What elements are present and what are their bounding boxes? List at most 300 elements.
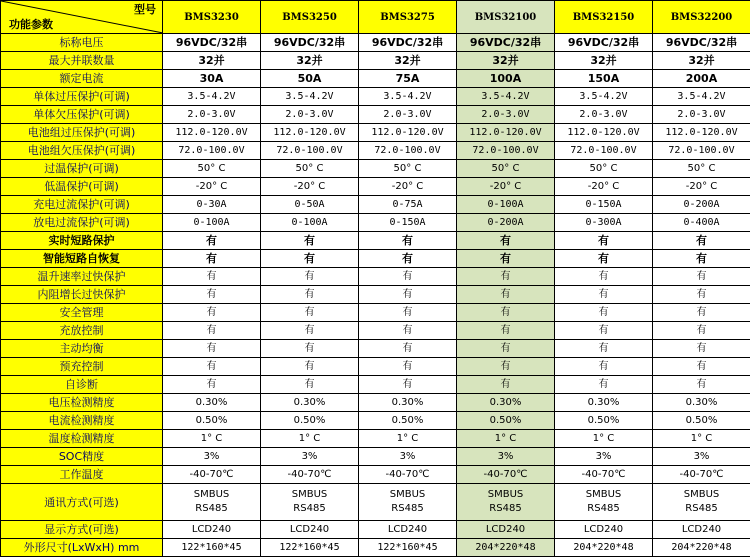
value-text: 有 <box>305 325 315 336</box>
value-cell <box>261 376 359 394</box>
value-cell <box>653 430 750 448</box>
value-text: 有 <box>500 252 511 265</box>
table-row <box>1 106 750 124</box>
value-text: 112.0-120.0V <box>665 127 737 138</box>
value-line: SMBUS <box>653 488 750 502</box>
value-line: RS485 <box>163 502 260 516</box>
value-text: 3.5-4.2V <box>579 91 627 102</box>
value-text: 有 <box>696 234 707 247</box>
value-cell <box>457 34 555 52</box>
value-text: 0.30% <box>294 397 326 408</box>
value-cell <box>261 268 359 286</box>
value-text: 0-30A <box>196 199 226 210</box>
value-cell <box>457 196 555 214</box>
value-cell <box>163 232 261 250</box>
value-cell <box>653 52 750 70</box>
value-cell <box>163 52 261 70</box>
value-cell <box>261 106 359 124</box>
value-cell <box>653 34 750 52</box>
value-cell <box>653 521 750 539</box>
value-text: 2.0-3.0V <box>187 109 235 120</box>
value-cell <box>163 88 261 106</box>
value-text: -20° C <box>294 181 326 192</box>
value-cell <box>261 124 359 142</box>
value-cell <box>457 448 555 466</box>
model-header: BMS3250 <box>261 1 359 34</box>
table-row <box>1 214 750 232</box>
value-cell <box>359 358 457 376</box>
value-text: 96VDC/32串 <box>666 36 737 49</box>
value-text: 72.0-100.0V <box>178 145 244 156</box>
value-cell <box>163 178 261 196</box>
value-text: 有 <box>305 343 315 354</box>
value-cell <box>163 340 261 358</box>
value-text: 有 <box>501 271 511 282</box>
value-text: 有 <box>501 361 511 372</box>
value-text: -20° C <box>196 181 228 192</box>
value-cell <box>653 88 750 106</box>
value-text: 50° C <box>394 163 422 174</box>
value-cell <box>653 448 750 466</box>
value-cell <box>261 322 359 340</box>
value-cell <box>359 430 457 448</box>
value-cell <box>261 142 359 160</box>
value-cell <box>359 376 457 394</box>
value-text: 3% <box>498 451 514 462</box>
value-cell <box>163 539 261 557</box>
value-text: 32并 <box>492 54 518 67</box>
value-text: 有 <box>501 307 511 318</box>
value-line: SMBUS <box>457 488 554 502</box>
value-text: -40-70℃ <box>582 469 626 480</box>
value-text: 0.50% <box>392 415 424 426</box>
value-text: 112.0-120.0V <box>175 127 247 138</box>
value-cell <box>261 394 359 412</box>
value-cell <box>359 106 457 124</box>
param-label: 自诊断 <box>1 376 163 394</box>
value-cell <box>555 124 653 142</box>
value-cell <box>457 412 555 430</box>
value-cell <box>163 142 261 160</box>
value-text: 122*160*45 <box>279 542 339 553</box>
value-text: 有 <box>305 361 315 372</box>
value-text: 0.30% <box>196 397 228 408</box>
param-label: 电流检测精度 <box>1 412 163 430</box>
value-cell <box>261 466 359 484</box>
value-cell <box>261 358 359 376</box>
table-row <box>1 232 750 250</box>
value-cell <box>457 88 555 106</box>
value-cell <box>555 322 653 340</box>
value-cell <box>359 539 457 557</box>
value-cell <box>555 214 653 232</box>
value-cell <box>163 394 261 412</box>
value-text: -40-70℃ <box>288 469 332 480</box>
param-label: 智能短路自恢复 <box>1 250 163 268</box>
value-line: RS485 <box>457 502 554 516</box>
value-cell <box>457 160 555 178</box>
value-text: 0.30% <box>392 397 424 408</box>
value-cell <box>555 232 653 250</box>
value-cell <box>261 430 359 448</box>
value-cell <box>163 250 261 268</box>
table-row <box>1 160 750 178</box>
table-row <box>1 358 750 376</box>
value-cell <box>457 124 555 142</box>
value-text: LCD240 <box>486 524 525 535</box>
value-text: 3% <box>596 451 612 462</box>
value-text: 50A <box>298 72 322 85</box>
value-text: LCD240 <box>290 524 329 535</box>
param-label: 预充控制 <box>1 358 163 376</box>
value-cell <box>653 70 750 88</box>
value-cell <box>457 214 555 232</box>
value-cell <box>359 88 457 106</box>
value-text: -40-70℃ <box>484 469 528 480</box>
param-label: 最大并联数量 <box>1 52 163 70</box>
param-label: 显示方式(可选) <box>1 521 163 539</box>
value-line: SMBUS <box>555 488 652 502</box>
value-text: 72.0-100.0V <box>570 145 636 156</box>
value-cell <box>555 106 653 124</box>
value-text: 50° C <box>688 163 716 174</box>
value-cell <box>555 340 653 358</box>
value-cell <box>555 70 653 88</box>
value-cell <box>359 250 457 268</box>
value-cell <box>555 178 653 196</box>
param-label: 充电过流保护(可调) <box>1 196 163 214</box>
value-cell <box>653 232 750 250</box>
value-cell <box>163 160 261 178</box>
table-row <box>1 250 750 268</box>
value-text: 0-150A <box>389 217 425 228</box>
param-label: 实时短路保护 <box>1 232 163 250</box>
value-cell <box>653 214 750 232</box>
value-text: -20° C <box>392 181 424 192</box>
value-text: 32并 <box>590 54 616 67</box>
value-text: 0.50% <box>686 415 718 426</box>
value-cell <box>261 88 359 106</box>
table-row <box>1 304 750 322</box>
value-cell <box>163 358 261 376</box>
value-text: 50° C <box>492 163 520 174</box>
value-text: -20° C <box>686 181 718 192</box>
model-header: BMS32100 <box>457 1 555 34</box>
value-cell <box>653 322 750 340</box>
value-cell <box>163 268 261 286</box>
table-row <box>1 322 750 340</box>
value-text: 1° C <box>397 433 419 444</box>
value-cell <box>261 70 359 88</box>
value-text: 72.0-100.0V <box>668 145 734 156</box>
value-cell <box>555 448 653 466</box>
value-cell <box>457 142 555 160</box>
value-text: 有 <box>304 252 315 265</box>
param-label: 低温保护(可调) <box>1 178 163 196</box>
value-cell <box>359 142 457 160</box>
value-text: 96VDC/32串 <box>568 36 639 49</box>
table-row <box>1 412 750 430</box>
value-text: 有 <box>206 234 217 247</box>
value-text: 有 <box>207 325 217 336</box>
value-cell <box>457 521 555 539</box>
value-cell <box>163 412 261 430</box>
value-text: 96VDC/32串 <box>274 36 345 49</box>
value-cell <box>261 304 359 322</box>
value-text: 有 <box>403 361 413 372</box>
value-cell <box>653 484 750 521</box>
header-row <box>1 1 750 34</box>
value-cell <box>261 539 359 557</box>
table-row <box>1 286 750 304</box>
value-text: 有 <box>304 234 315 247</box>
value-text: -20° C <box>588 181 620 192</box>
value-cell <box>653 358 750 376</box>
param-label: SOC精度 <box>1 448 163 466</box>
value-text: 有 <box>402 234 413 247</box>
value-cell <box>555 376 653 394</box>
value-cell <box>457 286 555 304</box>
value-text: 0-75A <box>392 199 422 210</box>
value-text: 0-200A <box>683 199 719 210</box>
table-row <box>1 34 750 52</box>
model-header: BMS3275 <box>359 1 457 34</box>
value-text: 有 <box>501 325 511 336</box>
value-text: 100A <box>490 72 521 85</box>
value-cell <box>163 196 261 214</box>
value-cell <box>653 394 750 412</box>
value-cell <box>457 340 555 358</box>
value-cell <box>261 340 359 358</box>
value-text: 有 <box>403 289 413 300</box>
value-cell <box>261 52 359 70</box>
value-cell <box>359 160 457 178</box>
value-text: 有 <box>403 325 413 336</box>
value-text: 50° C <box>198 163 226 174</box>
value-text: 有 <box>207 271 217 282</box>
param-label: 内阻增长过快保护 <box>1 286 163 304</box>
value-cell <box>359 394 457 412</box>
value-cell <box>163 484 261 521</box>
value-cell <box>457 322 555 340</box>
value-text: 有 <box>697 343 707 354</box>
value-cell <box>555 250 653 268</box>
value-cell <box>653 539 750 557</box>
value-text: 3.5-4.2V <box>383 91 431 102</box>
value-cell <box>359 304 457 322</box>
value-text: 75A <box>396 72 420 85</box>
value-cell <box>163 304 261 322</box>
model-axis-label: 型号 <box>134 3 156 16</box>
value-text: 0-200A <box>487 217 523 228</box>
value-text: 有 <box>500 234 511 247</box>
value-cell <box>457 268 555 286</box>
value-cell <box>653 106 750 124</box>
param-label: 额定电流 <box>1 70 163 88</box>
value-text: 有 <box>599 307 609 318</box>
param-label: 主动均衡 <box>1 340 163 358</box>
value-cell <box>261 250 359 268</box>
value-line: SMBUS <box>163 488 260 502</box>
value-text: 有 <box>501 379 511 390</box>
value-text: 有 <box>501 289 511 300</box>
param-label: 温升速率过快保护 <box>1 268 163 286</box>
value-cell <box>555 412 653 430</box>
value-cell <box>359 124 457 142</box>
value-text: 0.30% <box>490 397 522 408</box>
value-text: 有 <box>305 307 315 318</box>
param-label: 电池组过压保护(可调) <box>1 124 163 142</box>
value-cell <box>653 160 750 178</box>
value-cell <box>261 484 359 521</box>
param-label: 工作温度 <box>1 466 163 484</box>
param-label: 通讯方式(可选) <box>1 484 163 521</box>
value-text: LCD240 <box>682 524 721 535</box>
table-row <box>1 466 750 484</box>
value-text: 有 <box>305 379 315 390</box>
value-cell <box>457 430 555 448</box>
value-text: 72.0-100.0V <box>276 145 342 156</box>
value-cell <box>653 376 750 394</box>
param-label: 充放控制 <box>1 322 163 340</box>
value-cell <box>163 286 261 304</box>
value-text: 0-300A <box>585 217 621 228</box>
value-text: 3% <box>400 451 416 462</box>
value-text: 有 <box>599 379 609 390</box>
value-cell <box>555 304 653 322</box>
value-text: 112.0-120.0V <box>371 127 443 138</box>
value-cell <box>359 34 457 52</box>
value-text: 有 <box>207 379 217 390</box>
value-text: 150A <box>588 72 619 85</box>
value-cell <box>261 160 359 178</box>
param-label: 单体过压保护(可调) <box>1 88 163 106</box>
value-cell <box>555 358 653 376</box>
value-text: 有 <box>697 325 707 336</box>
value-cell <box>457 178 555 196</box>
value-text: 32并 <box>198 54 224 67</box>
value-text: 204*220*48 <box>573 542 633 553</box>
value-cell <box>163 448 261 466</box>
value-text: 有 <box>697 271 707 282</box>
param-label: 过温保护(可调) <box>1 160 163 178</box>
table-row <box>1 70 750 88</box>
value-cell <box>653 178 750 196</box>
value-text: 0.50% <box>588 415 620 426</box>
value-text: -40-70℃ <box>190 469 234 480</box>
value-text: 有 <box>598 252 609 265</box>
value-cell <box>555 52 653 70</box>
value-text: 3% <box>694 451 710 462</box>
value-line: RS485 <box>261 502 358 516</box>
value-text: LCD240 <box>192 524 231 535</box>
value-text: 0.30% <box>686 397 718 408</box>
table-row <box>1 484 750 521</box>
value-cell <box>653 286 750 304</box>
value-text: 96VDC/32串 <box>372 36 443 49</box>
value-cell <box>555 160 653 178</box>
value-text: LCD240 <box>584 524 623 535</box>
value-text: 有 <box>697 379 707 390</box>
value-text: 有 <box>501 343 511 354</box>
value-cell <box>457 106 555 124</box>
value-cell <box>163 214 261 232</box>
value-text: 有 <box>207 361 217 372</box>
param-label: 电池组欠压保护(可调) <box>1 142 163 160</box>
value-cell <box>457 394 555 412</box>
corner-header <box>1 1 163 34</box>
value-text: 有 <box>207 289 217 300</box>
value-text: 50° C <box>296 163 324 174</box>
value-cell <box>359 340 457 358</box>
value-text: 0-100A <box>193 217 229 228</box>
value-cell <box>555 196 653 214</box>
value-text: 0-150A <box>585 199 621 210</box>
value-cell <box>653 340 750 358</box>
param-label: 放电过流保护(可调) <box>1 214 163 232</box>
value-cell <box>457 539 555 557</box>
value-text: 有 <box>697 307 707 318</box>
table-row <box>1 521 750 539</box>
value-cell <box>359 52 457 70</box>
value-text: 有 <box>402 252 413 265</box>
value-cell <box>555 484 653 521</box>
value-cell <box>653 304 750 322</box>
value-text: -40-70℃ <box>680 469 724 480</box>
value-text: 有 <box>598 234 609 247</box>
value-text: 200A <box>686 72 717 85</box>
value-text: 3.5-4.2V <box>285 91 333 102</box>
value-text: 有 <box>206 252 217 265</box>
value-cell <box>555 142 653 160</box>
value-cell <box>359 412 457 430</box>
value-cell <box>653 268 750 286</box>
value-text: 96VDC/32串 <box>470 36 541 49</box>
value-text: 112.0-120.0V <box>469 127 541 138</box>
table-row <box>1 142 750 160</box>
value-text: 122*160*45 <box>181 542 241 553</box>
value-text: 1° C <box>495 433 517 444</box>
table-row <box>1 88 750 106</box>
value-text: 1° C <box>593 433 615 444</box>
value-text: 有 <box>305 289 315 300</box>
value-cell <box>653 466 750 484</box>
value-cell <box>261 521 359 539</box>
param-label: 安全管理 <box>1 304 163 322</box>
value-text: 204*220*48 <box>475 542 535 553</box>
value-cell <box>163 124 261 142</box>
model-header: BMS32200 <box>653 1 750 34</box>
value-cell <box>261 196 359 214</box>
table-row <box>1 376 750 394</box>
value-text: 有 <box>403 343 413 354</box>
value-text: 122*160*45 <box>377 542 437 553</box>
value-cell <box>261 232 359 250</box>
value-text: 0.30% <box>588 397 620 408</box>
value-text: 有 <box>207 307 217 318</box>
value-cell <box>457 484 555 521</box>
table-row <box>1 268 750 286</box>
model-header: BMS3230 <box>163 1 261 34</box>
value-cell <box>163 376 261 394</box>
value-cell <box>359 196 457 214</box>
value-text: LCD240 <box>388 524 427 535</box>
value-text: 2.0-3.0V <box>383 109 431 120</box>
value-line: SMBUS <box>359 488 456 502</box>
model-header: BMS32150 <box>555 1 653 34</box>
value-text: 2.0-3.0V <box>285 109 333 120</box>
value-cell <box>359 466 457 484</box>
